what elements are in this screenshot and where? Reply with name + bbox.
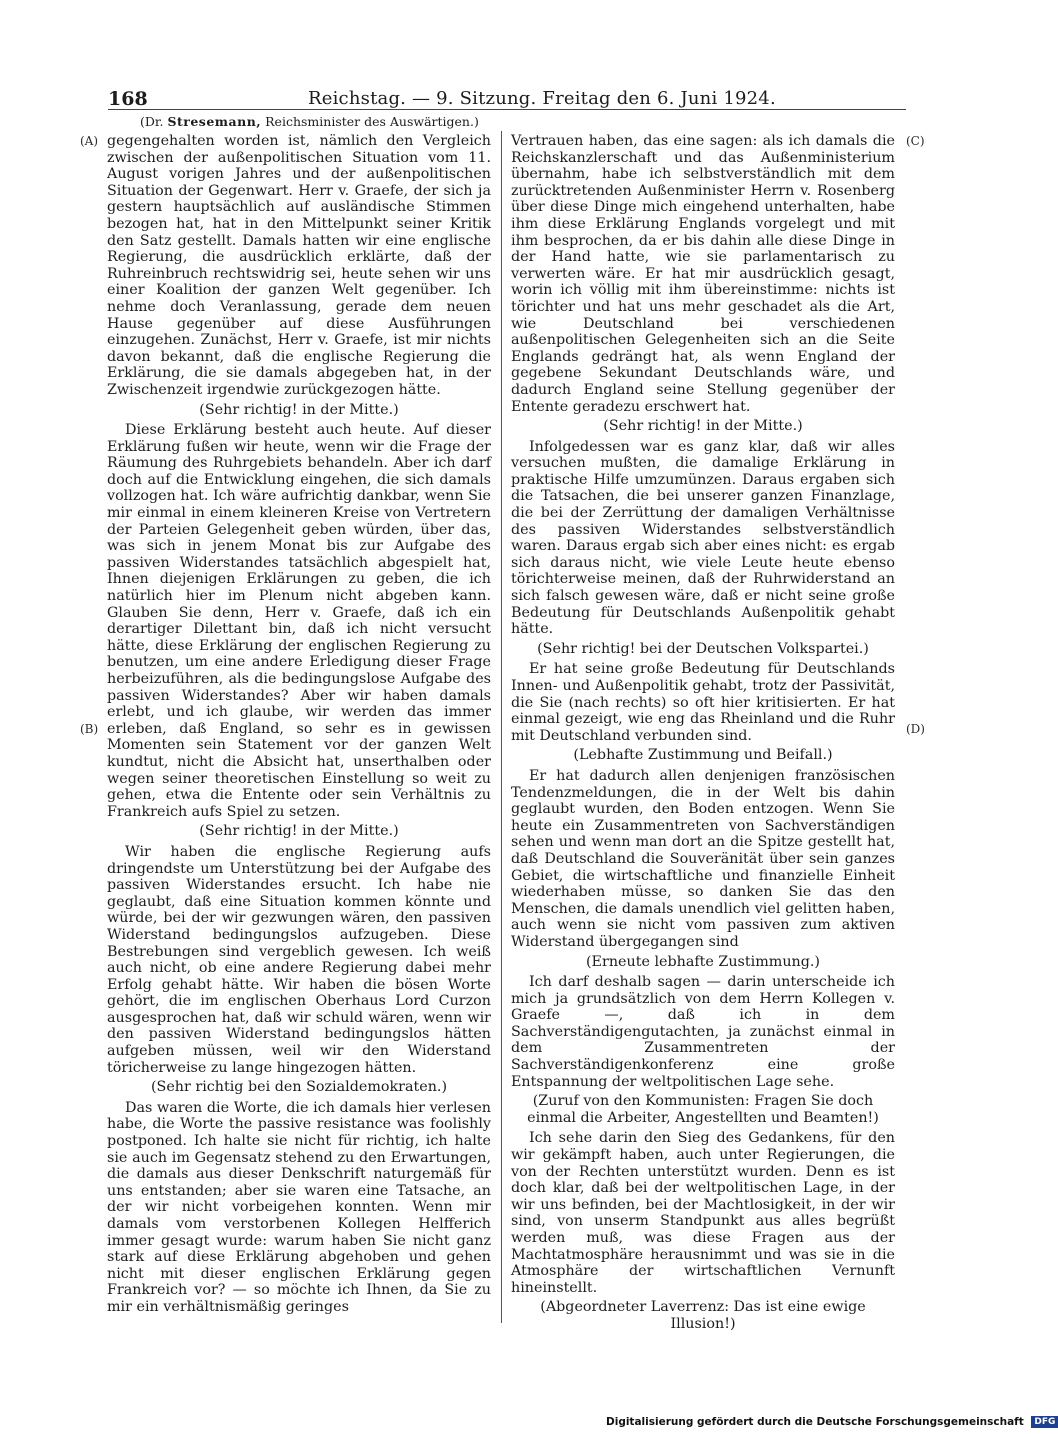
dfg-logo: DFG <box>1031 1416 1058 1428</box>
speaker-role: Reichsminister des Auswärtigen.) <box>265 114 479 129</box>
interjection: (Erneute lebhafte Zustimmung.) <box>585 953 821 970</box>
speaker-line <box>140 114 479 129</box>
paragraph: Er hat dadurch allen denjenigen französischen Tendenzmeldungen, die in der Welt bis dahin geglaubt wurden, den Boden entzogen. Wenn Sie heute ein Zusammentreten von Sachverständigen sehen und wenn man dort an die Spitze gestellt hat, daß Deutschland die Souveränität über sein ganzes Gebiet, die wirtschaftliche und finanzielle Einheit wiederhaben müsse, so danken Sie das den Menschen, die damals unendlich viel gelitten haben, auch wenn sie nicht vom passiven zum aktiven Widerstand übergegangen sind <box>511 767 895 950</box>
speaker-prefix: (Dr. <box>140 114 164 129</box>
footer-credit <box>606 1416 1056 1430</box>
margin-mark-a: (A) <box>80 134 99 148</box>
interjection: (Zuruf von den Kommunisten: Fragen Sie doch einmal die Arbeiter, Angestellten und Beamten!) <box>527 1093 879 1126</box>
paragraph: Er hat seine große Bedeutung für Deutschlands Innen- und Außenpolitik gehabt, trotz der Passivität, die Sie (nach rechts) so oft hier kritisierten. Er hat einmal gezeigt, wie eng das Rheinland und die Ruhr mit Deutschland verbunden sind. <box>511 661 895 744</box>
paragraph: Vertrauen haben, das eine sagen: als ich damals die Reichskanzlerschaft und das Außenministerium übernahm, habe ich selbstverständlich mit dem zurücktretenden Außenminister Herrn v. Rosenberg über diese Dinge mich eingehend unterhalten, habe ihm diese Erklärung Englands vorgelegt und mit ihm besprochen, da er bis dahin alle diese Dinge in der Hand hatte, wie sie parlamentarisch zu verwerten wäre. Er hat mir ausdrücklich gesagt, worin ich völlig mit ihm übereinstimme: nichts ist törichter und hat uns mehr geschadet als die Art, wie Deutschland bei verschiedenen außenpolitischen Gelegenheiten sich an die Seite Englands gedrängt hat, als wenn England der gegebene Sekundant Deutschlands wäre, und dadurch England seine Stellung gegenüber der Entente geradezu erschwert hat. <box>511 133 895 415</box>
interjection: (Sehr richtig bei den Sozialdemokraten.) <box>150 1079 448 1096</box>
interjection: (Sehr richtig! in der Mitte.) <box>603 418 803 435</box>
interjection: (Sehr richtig! in der Mitte.) <box>199 401 399 418</box>
right-column <box>511 133 895 1337</box>
paragraph: Infolgedessen war es ganz klar, daß wir alles versuchen mußten, die damalige Erklärung in praktische Hilfe umzumünzen. Daraus ergaben sich die Tatsachen, die bei unserer ganzen Finanzlage, die bei der Zerrüttung der damaligen Verhältnisse des passiven Widerstandes selbstverständlich waren. Daraus ergab sich aber eines nicht: es ergab sich daraus nicht, wie viele Leute heute ebenso törichterweise meinen, daß der Ruhrwiderstand an sich falsch gewesen wäre, daß er nicht seine große Bedeutung für Deutschlands Außenpolitik gehabt hätte. <box>511 438 895 638</box>
margin-mark-b: (B) <box>80 722 99 736</box>
running-title: Reichstag. — 9. Sitzung. Freitag den 6. Juni 1924. <box>308 88 776 109</box>
paragraph: gegengehalten worden ist, nämlich den Vergleich zwischen der außenpolitischen Situation vom 11. August vorigen Jahres und der außenpolitischen Situation der Gegenwart. Herr v. Graefe, der sich ja gestern hauptsächlich auf ausländische Stimmen bezogen hat, hat in den Mittelpunkt seiner Kritik den Satz gestellt. Damals hatten wir eine englische Regierung, die ausdrücklich erklärte, daß der Ruhreinbruch rechtswidrig sei, heute sehen wir uns einer Koalition der ganzen Welt gegenüber. Ich nehme doch Veranlassung, gerade dem neuen Hause gegenüber auf diese Ausführungen einzugehen. Zunächst, Herr v. Graefe, ist mir nichts davon bekannt, daß die englische Regierung die Erklärung, die sie damals abgegeben hat, in der Zwischenzeit irgendwie zurückgezogen hätte. <box>107 133 491 398</box>
interjection: (Sehr richtig! bei der Deutschen Volkspartei.) <box>537 640 869 657</box>
header-rule <box>108 109 906 110</box>
paragraph: Diese Erklärung besteht auch heute. Auf dieser Erklärung fußen wir heute, wenn wir die Frage der Räumung des Ruhrgebiets behandeln. Aber ich darf doch auf die Entwicklung eingehen, die sich damals vollzogen hat. Ich wäre aufrichtig dankbar, wenn Sie mir einmal in einem kleineren Kreise von Vertretern der Parteien Gelegenheit geben würden, über das, was sich in jenem Monat bis zur Aufgabe des passiven Widerstandes tatsächlich abgespielt hat, Ihnen diejenigen Erklärungen zu geben, die ich natürlich hier im Plenum nicht abgeben kann. Glauben Sie denn, Herr v. Graefe, daß ich ein derartiger Dilettant bin, daß ich nicht versucht hätte, diese Erklärung der englischen Regierung zu benutzen, um eine andere Erledigung dieser Frage herbeizuführen, als die bedingungslose Aufgabe des passiven Widerstandes? Aber wir haben damals erlebt, und ich glaube, wir werden das immer erleben, daß England, so sehr es in gewissen Momenten sein Statement vor der ganzen Welt kundtut, nicht die Absicht hat, unserthalben oder wegen seiner theoretischen Einstellung so weit zu gehen, etwa die Entente oder sein Verhältnis zu Frankreich aufs Spiel zu setzen. <box>107 422 491 820</box>
margin-mark-c: (C) <box>906 134 925 148</box>
paragraph: Das waren die Worte, die ich damals hier verlesen habe, die Worte the passive resistance was foolishly postponed. Ich halte sie nicht für richtig, ich halte sie auch im Gegensatz stehend zu den Erwartungen, die damals aus dieser Denkschrift naturgemäß für uns entstanden; aber sie waren eine Tatsache, an der wir nicht vorbeigehen konnten. Wenn mir damals vom verstorbenen Kollegen Helfferich immer gesagt wurde: warum haben Sie nicht ganz stark auf diese Erklärung abgehoben und gehen nicht mit dieser englischen Erklärung gegen Frankreich vor? — so möchte ich Ihnen, da Sie zu mir ein verhältnismäßig geringes <box>107 1099 491 1315</box>
column-divider <box>501 131 502 1323</box>
page-number: 168 <box>108 88 148 110</box>
margin-mark-d: (D) <box>906 722 925 736</box>
paragraph: Wir haben die englische Regierung aufs dringendste um Unterstützung bei der Aufgabe des passiven Widerstandes ersucht. Ich habe nie geglaubt, daß eine Situation kommen könnte und würde, bei der wir gezwungen wären, den passiven Widerstand bedingungslos aufzugeben. Diese Bestrebungen sind vergeblich gewesen. Ich weiß auch nicht, ob eine andere Regierung dabei mehr Erfolg gehabt hätte. Wir haben die bösen Worte gehört, die im englischen Oberhaus Lord Curzon ausgesprochen hat, daß wir schuld wären, wenn wir den passiven Widerstand bedingungslos hätten aufgeben müssen, weil wir den Widerstand töricherweise zu lange hingezogen hätten. <box>107 843 491 1076</box>
paragraph: Ich sehe darin den Sieg des Gedankens, für den wir gekämpft haben, auch unter Regierungen, die von der Rechten unterstützt wurden. Denn es ist doch klar, daß bei der weltpolitischen Lage, in der wir uns befinden, bei der Machtlosigkeit, in der wir sind, von unserm Standpunkt aus alles begrüßt werden muß, was diese Fragen aus der Machtatmosphäre herausnimmt und was sie in die Atmosphäre der wirtschaftlichen Vernunft hineinstellt. <box>511 1130 895 1296</box>
interjection: (Abgeordneter Laverrenz: Das ist eine ewige Illusion!) <box>540 1299 866 1332</box>
interjection: (Lebhafte Zustimmung und Beifall.) <box>573 747 833 764</box>
interjection: (Sehr richtig! in der Mitte.) <box>199 823 399 840</box>
left-column <box>107 133 491 1316</box>
paragraph: Ich darf deshalb sagen — darin unterscheide ich mich ja grundsätzlich von dem Herrn Kollegen v. Graefe —, daß ich in dem Sachverständigengutachten, ja zunächst einmal in dem Zusammentreten der Sachverständigenkonferenz eine große Entspannung der weltpolitischen Lage sehe. <box>511 974 895 1090</box>
footer-text: Digitalisierung gefördert durch die Deutsche Forschungsgemeinschaft <box>606 1416 1024 1428</box>
speaker-name: Stresemann, <box>167 114 262 129</box>
